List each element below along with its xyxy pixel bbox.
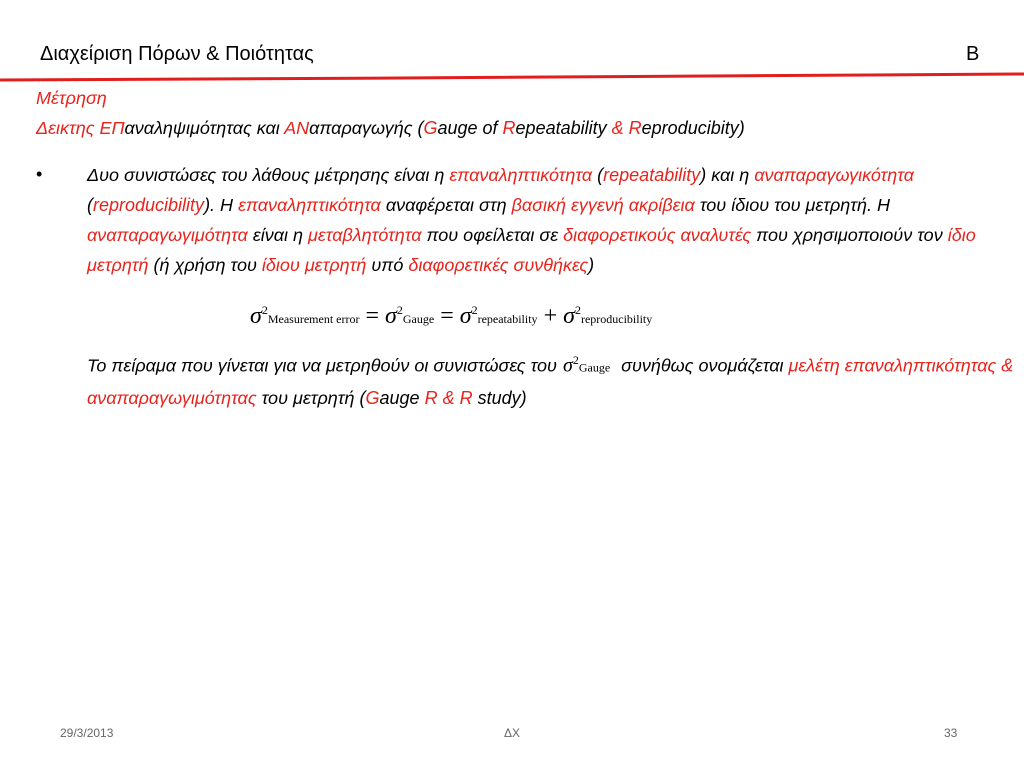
text-run: υπό <box>366 255 409 275</box>
text-run: auge <box>379 387 425 408</box>
text-run: μεταβλητότητα <box>308 225 422 245</box>
text-run: βασική εγγενή ακρίβεια <box>511 195 695 215</box>
equals-sign: = <box>365 303 380 329</box>
inline-sigma-gauge <box>563 345 610 383</box>
text-run: αναφέρεται στη <box>380 195 512 215</box>
inline-sub-gauge: Gauge <box>578 360 611 375</box>
text-run: & <box>611 118 624 138</box>
text-run: επαναληπτικότητα <box>449 165 593 185</box>
sigma-symbol: σ <box>250 303 262 329</box>
text-run: αναληψιμότητας και <box>124 118 285 138</box>
paragraph-2 <box>87 345 1017 413</box>
sigma-symbol: σ <box>563 303 575 329</box>
slide-header-section-letter: Β <box>966 43 980 65</box>
text-run: repeatability <box>603 165 701 185</box>
equals-sign: = <box>440 303 454 329</box>
text-run: ΕΠ <box>99 118 125 138</box>
sigma-symbol: σ <box>459 303 472 329</box>
text-run: Δεικτης <box>36 118 100 138</box>
text-run: G <box>423 118 438 138</box>
formula-sub-reproducibility: reproducibility <box>580 312 653 326</box>
formula-exponent: 2 <box>471 303 478 317</box>
paragraph-2-before <box>87 356 557 376</box>
formula-exponent: 2 <box>396 303 403 317</box>
paragraph-1 <box>87 160 1017 280</box>
text-run: epeatability <box>515 118 612 138</box>
text-run: ίδιου μετρητή <box>261 255 367 275</box>
text-run: διαφορετικούς αναλυτές <box>563 225 752 245</box>
text-run: διαφορετικές συνθήκες <box>408 255 589 275</box>
text-run: ίδιο μετρητή <box>87 225 976 275</box>
text-run: ). Η <box>204 195 239 215</box>
formula-exponent: 2 <box>574 303 581 317</box>
variance-formula <box>250 303 652 330</box>
text-run: study) <box>472 387 527 408</box>
text-run: ( <box>592 165 604 185</box>
text-run: είναι η <box>247 225 308 245</box>
text-run: που χρησιμοποιούν τον <box>751 225 948 245</box>
text-run: του μετρητή ( <box>256 387 366 408</box>
header-red-rule <box>0 73 1024 81</box>
text-run: R <box>502 118 516 138</box>
subtitle-line-1: Μέτρηση <box>36 88 107 108</box>
text-run: auge of <box>437 118 503 138</box>
text-run: ( <box>87 195 93 215</box>
footer-date: 29/3/2013 <box>60 726 114 740</box>
text-run: R & R <box>424 387 473 408</box>
text-run: ΑΝ <box>284 118 310 138</box>
formula-exponent: 2 <box>261 303 268 317</box>
text-run: αναπαραγωγιμότητα <box>87 225 248 245</box>
text-run: επαναληπτικότητα <box>238 195 381 215</box>
text-run: ) <box>588 255 595 275</box>
text-run: του ίδιου του μετρητή. Η <box>694 195 891 215</box>
text-run: R <box>628 118 642 138</box>
sigma-symbol: σ <box>562 354 573 377</box>
bullet-marker: • <box>36 164 43 184</box>
text-run: συνήθως ονομάζεται <box>616 355 789 376</box>
footer-page-number: 33 <box>944 726 958 740</box>
text-run: αναπαραγωγικότητα <box>754 165 914 185</box>
formula-sub-total: Measurement error <box>267 312 360 326</box>
sigma-symbol: σ <box>385 303 397 329</box>
text-run: eproducibity) <box>641 118 745 138</box>
text-run: reproducibility <box>93 195 205 215</box>
formula-sub-repeatability: repeatability <box>477 312 538 326</box>
text-run: (ή χρήση του <box>148 255 262 275</box>
subtitle-line-2 <box>36 118 745 139</box>
plus-sign: + <box>543 303 558 329</box>
inline-exponent: 2 <box>572 353 579 367</box>
text-run: G <box>365 387 380 408</box>
slide-header-title: Διαχείριση Πόρων & Ποιότητας <box>40 43 314 65</box>
text-run: ) και η <box>700 165 755 185</box>
text-run: μελέτη επαναληπτικότητας & αναπαραγωγιμότητας <box>87 355 1014 408</box>
formula-sub-gauge: Gauge <box>402 312 435 326</box>
text-run: Δυο συνιστώσες του λάθους μέτρησης είναι η <box>87 165 450 185</box>
text-run: απαραγωγής ( <box>309 118 424 138</box>
footer-center-text: ΔΧ <box>504 726 521 740</box>
text-run: Το πείραμα που γίνεται για να μετρηθούν οι συνιστώσες του <box>87 355 557 376</box>
text-run: που οφείλεται σε <box>421 225 564 245</box>
